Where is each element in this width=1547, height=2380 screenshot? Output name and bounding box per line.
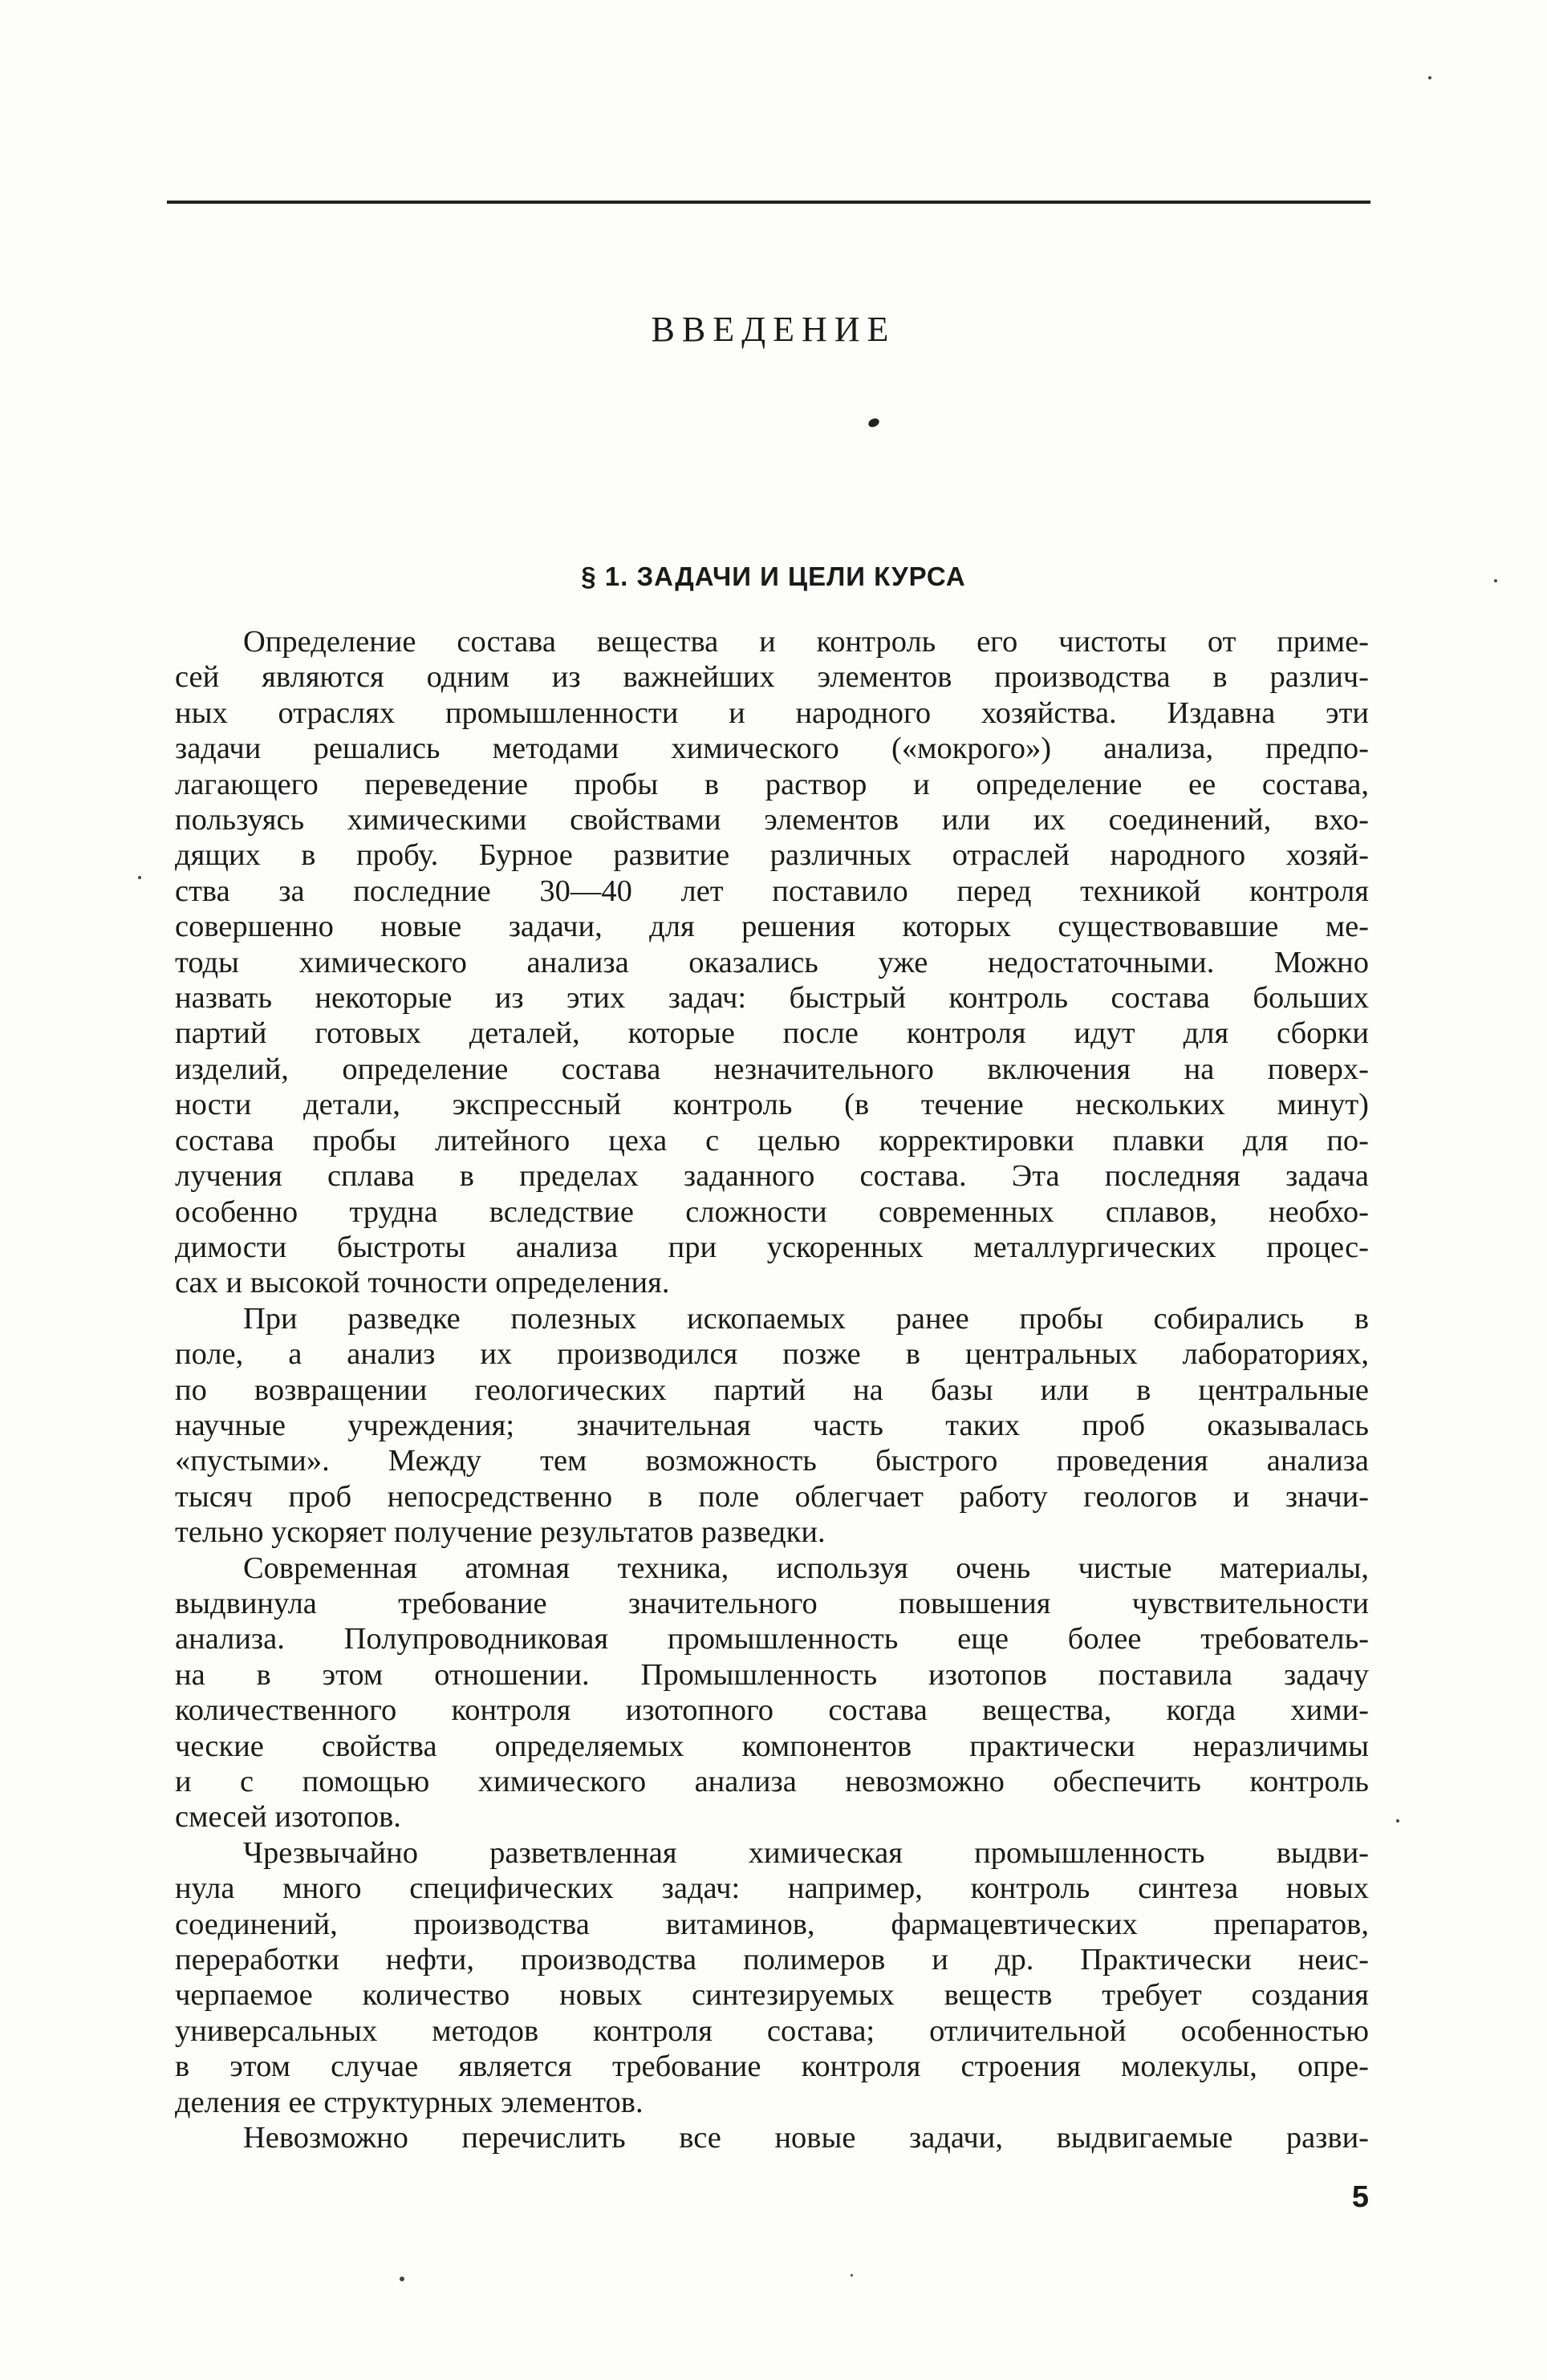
text-line: совершенно новые задачи, для решения которых существовавшие ме- — [175, 910, 1369, 944]
scan-speck — [400, 2277, 404, 2281]
text-line: Современная атомная техника, используя очень чистые материалы, — [243, 1551, 1369, 1585]
text-line: анализа. Полупроводниковая промышленность еще более требователь- — [175, 1622, 1369, 1656]
text-line: тельно ускоряет получение результатов разведки. — [175, 1515, 826, 1550]
text-line: назвать некоторые из этих задач: быстрый контроль состава больших — [175, 981, 1369, 1016]
text-line: ства за последние 30—40 лет поставило перед техникой контроля — [175, 874, 1369, 908]
text-line: пользуясь химическими свойствами элементов или их соединений, вхо- — [175, 803, 1369, 837]
body-text — [175, 624, 1369, 2155]
text-line: ческие свойства определяемых компонентов практически неразличимы — [175, 1729, 1369, 1763]
scan-speck — [138, 876, 141, 879]
text-line: и с помощью химического анализа невозможно обеспечить контроль — [175, 1765, 1369, 1798]
text-line: нула много специфических задач: например, контроль синтеза новых — [175, 1871, 1369, 1906]
text-line: состава пробы литейного цеха с целью корректировки плавки для по- — [175, 1123, 1369, 1158]
text-line: по возвращении геологических партий на базы или в центральные — [175, 1372, 1369, 1407]
text-line: лучения сплава в пределах заданного состава. Эта последняя задача — [175, 1159, 1369, 1194]
text-line: тысяч проб непосредственно в поле облегчает работу геологов и значи- — [175, 1479, 1369, 1514]
text-line: универсальных методов контроля состава; отличительной особенностью — [175, 2013, 1369, 2048]
text-line: поле, а анализ их производился позже в центральных лабораториях, — [175, 1337, 1369, 1372]
ornament-mark — [867, 417, 881, 429]
text-line: изделий, определение состава незначительного включения на поверх- — [175, 1052, 1369, 1086]
scan-speck — [1396, 1819, 1399, 1823]
text-line: тоды химического анализа оказались уже недостаточными. Можно — [175, 945, 1369, 979]
scan-speck — [851, 2274, 853, 2277]
text-line: димости быстроты анализа при ускоренных металлургических процес- — [175, 1230, 1369, 1264]
text-line: в этом случае является требование контроля строения молекулы, опре- — [175, 2050, 1369, 2084]
text-line: деления ее структурных элементов. — [175, 2085, 644, 2119]
text-line: При разведке полезных ископаемых ранее пробы собирались в — [243, 1301, 1369, 1336]
text-line: научные учреждения; значительная часть таких проб оказывалась — [175, 1408, 1369, 1442]
text-line: переработки нефти, производства полимеров и др. Практически неис- — [175, 1943, 1369, 1977]
chapter-title: ВВЕДЕНИЕ — [651, 310, 896, 349]
text-line: ных отраслях промышленности и народного хозяйства. Издавна эти — [175, 695, 1369, 730]
top-rule — [167, 201, 1370, 204]
text-line: Определение состава вещества и контроль его чистоты от приме- — [243, 625, 1369, 659]
text-line: смесей изотопов. — [175, 1800, 401, 1835]
text-line: сах и высокой точности определения. — [175, 1266, 670, 1300]
text-line: на в этом отношении. Промышленность изотопов поставила задачу — [175, 1657, 1369, 1692]
text-line: соединений, производства витаминов, фармацевтических препаратов, — [175, 1907, 1369, 1941]
text-line: лагающего переведение пробы в раствор и определение ее состава, — [175, 767, 1369, 801]
text-line: «пустыми». Между тем возможность быстрого проведения анализа — [175, 1444, 1369, 1478]
page-number: 5 — [1351, 2180, 1369, 2214]
text-line: партий готовых деталей, которые после контроля идут для сборки — [175, 1016, 1369, 1051]
text-line: дящих в пробу. Бурное развитие различных отраслей народного хозяй- — [175, 838, 1369, 873]
text-line: сей являются одним из важнейших элементов производства в различ- — [175, 660, 1369, 695]
text-line: Чрезвычайно разветвленная химическая промышленность выдви- — [243, 1835, 1369, 1870]
text-line: Невозможно перечислить все новые задачи, выдвигаемые разви- — [243, 2121, 1369, 2155]
text-line: количественного контроля изотопного состава вещества, когда хими- — [175, 1693, 1369, 1728]
scan-speck — [1428, 76, 1431, 79]
text-line: выдвинула требование значительного повышения чувствительности — [175, 1586, 1369, 1620]
text-line: задачи решались методами химического («мокрого») анализа, предпо- — [175, 732, 1369, 766]
scan-speck — [1494, 579, 1497, 582]
text-line: черпаемое количество новых синтезируемых веществ требует создания — [175, 1978, 1369, 2013]
section-title: § 1. ЗАДАЧИ И ЦЕЛИ КУРСА — [581, 562, 966, 591]
text-line: ности детали, экспрессный контроль (в течение нескольких минут) — [175, 1088, 1369, 1122]
text-line: особенно трудна вследствие сложности современных сплавов, необхо- — [175, 1194, 1369, 1229]
